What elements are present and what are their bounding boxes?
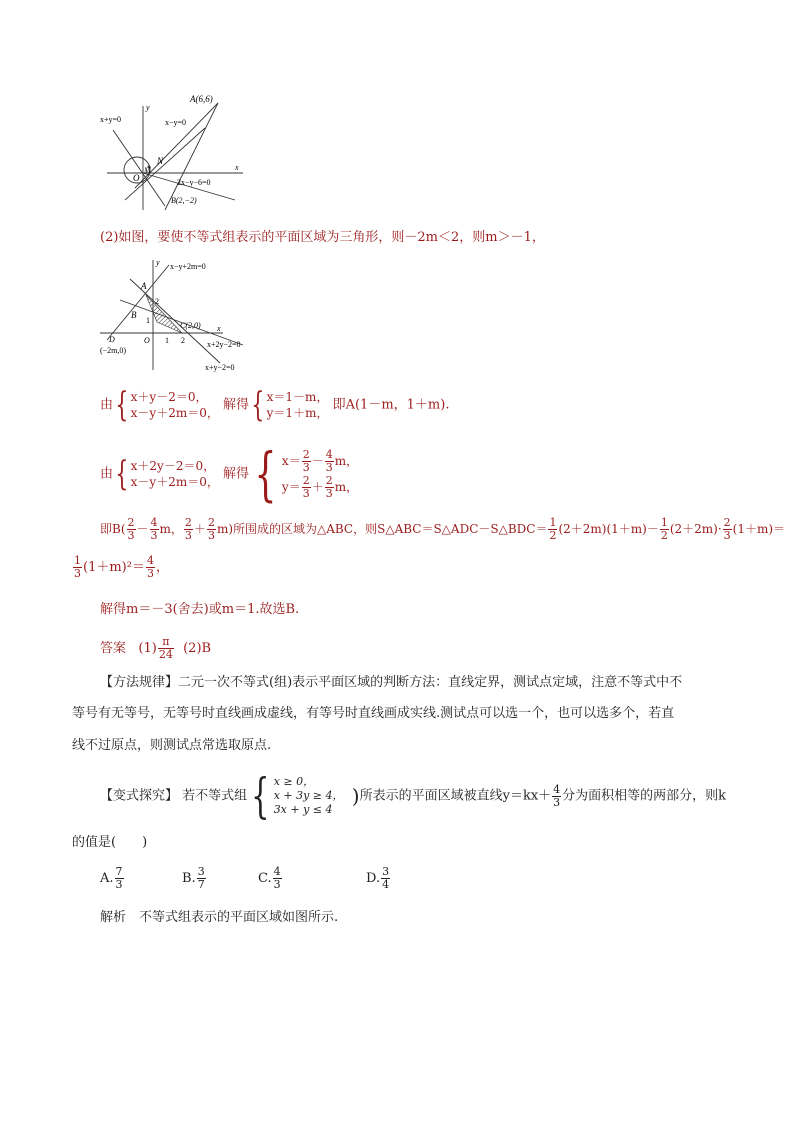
option-c: C. $\frac{4}{3}$ xyxy=(258,865,281,891)
fig2-label-line1: x−y+2m=0 xyxy=(170,262,206,271)
step5: 解得m＝－3(舍去)或m＝1.故选B. xyxy=(100,602,300,617)
variant: 【变式探究】 若不等式组{ x ≥ 0， x + 3y ≥ 4， 3x + y ≤ 4 )所表示的平面区域被直线y＝kx＋ $\frac{4}{3}$ 分为面积相等的两部分，则k xyxy=(100,768,727,824)
step2: 由{ x＋2y－2＝0， x－y＋2m＝0， 解得{ x＝ $\frac{2}{3}$ － $\frac{4}{3}$ m， y＝ $\frac{2}{3}$ ＋ $\frac{2}{3}$ m， xyxy=(100,440,359,508)
step1-sol2: y＝1＋m， xyxy=(266,406,329,420)
analysis: 解析 不等式组表示的平面区域如图所示. xyxy=(100,910,339,925)
fig1-label-m: M xyxy=(144,166,151,175)
step2-sol2: y＝ $\frac{2}{3}$ ＋ $\frac{2}{3}$ m， xyxy=(281,474,359,500)
fig1-label-l3: 2x−y−6=0 xyxy=(177,178,211,187)
fig2-label-2top: 2 xyxy=(155,297,159,306)
fig2-label-1: 1 xyxy=(165,336,169,345)
method-line3: 线不过原点，则测试点常选取原点. xyxy=(72,738,272,753)
fig1-label-b: B(2,−2) xyxy=(171,196,197,205)
fig2-label-c: C(2,0) xyxy=(180,321,201,330)
fig1-line-x-minus-y xyxy=(125,128,205,200)
fig2-line-x-y-2 xyxy=(130,279,220,363)
method-line2: 等号有无等号，无等号时直线画成虚线，有等号时直线画成实线.测试点可以选一个，也可以选多个，若直 xyxy=(72,706,675,721)
step2-eq2: x－y＋2m＝0， xyxy=(130,475,219,489)
fig1-label-l1: x+y=0 xyxy=(100,115,122,124)
part2-intro: (2)如图，要使不等式组表示的平面区域为三角形，则－2m＜2，则m＞－1， xyxy=(100,230,545,245)
fig2-label-1mid: 1 xyxy=(146,316,150,325)
fig2-label-dcoord: (−2m,0) xyxy=(100,346,127,355)
fig1-label-x: x xyxy=(235,163,239,172)
step1-eq2: x－y＋2m＝0， xyxy=(130,406,219,420)
step1-tail: 即A(1－m，1＋m). xyxy=(332,397,450,413)
option-d: D. $\frac{3}{4}$ xyxy=(366,865,390,891)
answer: 答案 (1) $\frac{\pi}{24}$ (2)B xyxy=(100,635,212,661)
fig1-label-y: y xyxy=(146,103,150,112)
fig1-label-l2: x−y=0 xyxy=(165,118,187,127)
step1-eq1: x＋y－2＝0， xyxy=(130,390,208,404)
step1: 由{ x＋y－2＝0， x－y＋2m＝0， 解得{ x＝1－m， y＝1＋m， 即A(1－m，1＋m). xyxy=(100,385,450,425)
fig2-label-x: x xyxy=(217,324,221,333)
variant-line2: 的值是( ) xyxy=(72,835,148,850)
fig1-label-n: N xyxy=(157,156,164,166)
step2-eq1: x＋2y－2＝0， xyxy=(130,459,216,473)
fig2-label-line2: x+2y−2=0 xyxy=(207,340,241,349)
fig2-label-2: 2 xyxy=(181,336,185,345)
figure-2 xyxy=(95,255,265,373)
option-a: A. $\frac{7}{3}$ xyxy=(100,865,123,891)
option-b: B. $\frac{3}{7}$ xyxy=(182,865,205,891)
step4: $\frac{1}{3}$ (1＋m)²＝ $\frac{4}{3}$ ， xyxy=(74,554,169,580)
fig2-label-b: B xyxy=(131,310,137,320)
fig2-shaded-region xyxy=(146,295,182,333)
fig1-label-o: O xyxy=(133,173,140,183)
fig2-label-o: O xyxy=(144,336,150,345)
fig1-line-to-a xyxy=(135,103,218,188)
step1-sol1: x＝1－m， xyxy=(266,390,329,404)
method-line1: 【方法规律】二元一次不等式(组)表示平面区域的判断方法：直线定界，测试点定域，注意不等式中不 xyxy=(100,675,683,690)
fig2-line-x-y-2m xyxy=(107,265,169,340)
fig2-label-line3: x+y−2=0 xyxy=(205,363,235,372)
figure-1 xyxy=(95,90,245,215)
fig1-line-x-plus-y xyxy=(113,130,165,206)
fig1-label-a: A(6,6) xyxy=(190,94,213,104)
step3: 即B( $\frac{2}{3}$ － $\frac{4}{3}$ m， $\frac{2}{3}$ ＋ $\frac{2}{3}$ m)所围成的区域为△ABC，则S△ABC＝S△ADC－S△BDC＝ $\frac{1}{2}$ (2＋2m)(1＋m)－ $\frac{1}{2}$ (2＋2m)· $\frac{2}{3}$ (1＋m)＝ xyxy=(100,516,786,542)
step2-sol1: x＝ $\frac{2}{3}$ － $\frac{4}{3}$ m， xyxy=(281,448,359,474)
fig2-label-a: A xyxy=(141,281,147,291)
fig2-label-y: y xyxy=(156,258,160,267)
fig2-label-d: D xyxy=(109,335,115,344)
